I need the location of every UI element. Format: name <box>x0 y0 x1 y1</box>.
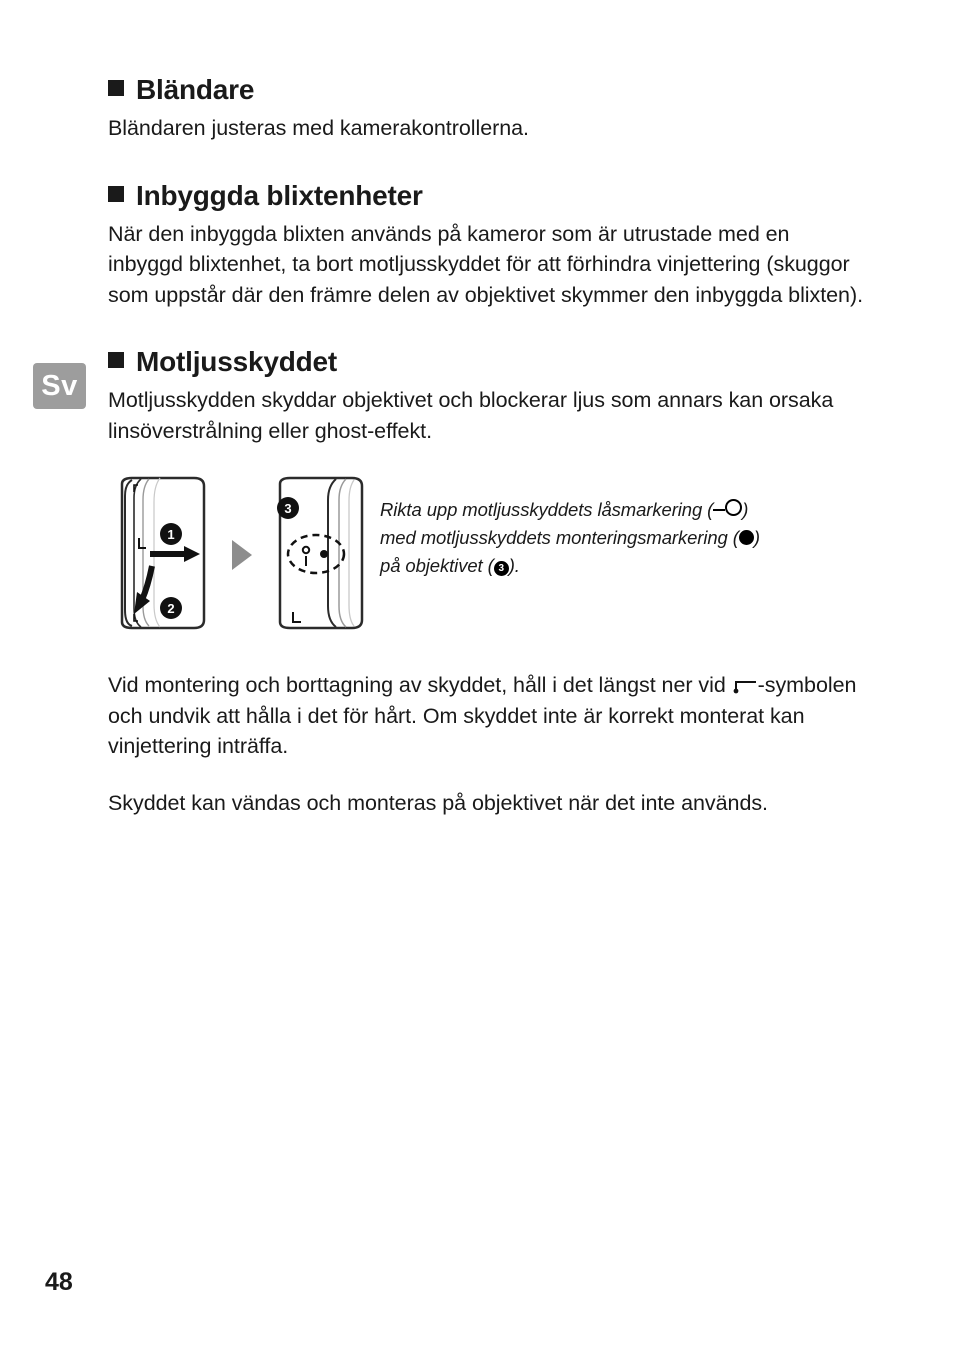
figure-caption <box>380 496 850 579</box>
section-heading-label: Bländare <box>136 74 255 105</box>
svg-text:1: 1 <box>167 527 175 543</box>
step-badge-3-icon: 3 <box>494 561 509 576</box>
caption-line1-a: Rikta upp motljusskyddets låsmarkering ( <box>380 499 714 521</box>
section-heading-label: Motljusskyddet <box>136 346 338 378</box>
section-heading-motljusskyddet <box>108 344 868 379</box>
caption-line2-b: ) <box>753 526 760 548</box>
caption-line1-b: ) <box>742 499 749 521</box>
square-bullet-icon <box>108 80 124 96</box>
caption-line3-b: ). <box>508 554 520 576</box>
svg-text:2: 2 <box>167 601 175 617</box>
caption-line2-a: med motljusskyddets monteringsmarkering ( <box>380 526 739 548</box>
square-bullet-icon <box>108 186 124 202</box>
lens-diagram-step3 <box>266 474 374 632</box>
page-number: 48 <box>45 1268 73 1296</box>
language-tab: Sv <box>33 363 86 409</box>
section-heading-inbyggda-blixtenheter <box>108 178 868 213</box>
section-paragraph: Bländaren justeras med kamerakontrollerna. <box>108 116 529 140</box>
lens-hood-figure <box>108 474 868 644</box>
section-paragraph: När den inbyggda blixten används på kameror som är utrustade med en inbyggd blixtenhet, ta bort motljusskyddet för att förhindra vinjettering (skuggor som uppstår där den främre delen av objektivet skymmer den inbyggda blixten). <box>108 221 864 307</box>
lens-diagram-step1-2 <box>108 474 216 632</box>
mounting-note-paragraph <box>108 670 868 762</box>
mounting-note-part1: Vid montering och borttagning av skyddet, håll i det längst ner vid <box>108 673 732 698</box>
section-heading-label: Inbyggda blixtenheter <box>136 179 423 211</box>
square-bullet-icon <box>108 352 124 368</box>
dash-icon <box>713 509 725 511</box>
caption-line3-a: på objektivet ( <box>380 554 494 576</box>
filled-circle-icon <box>739 530 754 545</box>
step-arrow-icon <box>232 540 252 570</box>
page-content <box>108 72 868 818</box>
reverse-mount-paragraph: Skyddet kan vändas och monteras på objektivet när det inte används. <box>108 790 768 815</box>
svg-text:3: 3 <box>284 501 292 517</box>
hood-mark-icon <box>732 672 758 690</box>
open-circle-icon <box>725 499 742 516</box>
mounting-note-part2: -symbolen och undvik att hålla i det för hårt. Om skyddet inte är korrekt monterat kan vinjettering inträffa. <box>108 673 857 759</box>
section-heading-blandare <box>108 72 868 107</box>
section-paragraph: Motljusskydden skyddar objektivet och blockerar ljus som annars kan orsaka linsöverstrålning eller ghost-effekt. <box>108 388 834 443</box>
